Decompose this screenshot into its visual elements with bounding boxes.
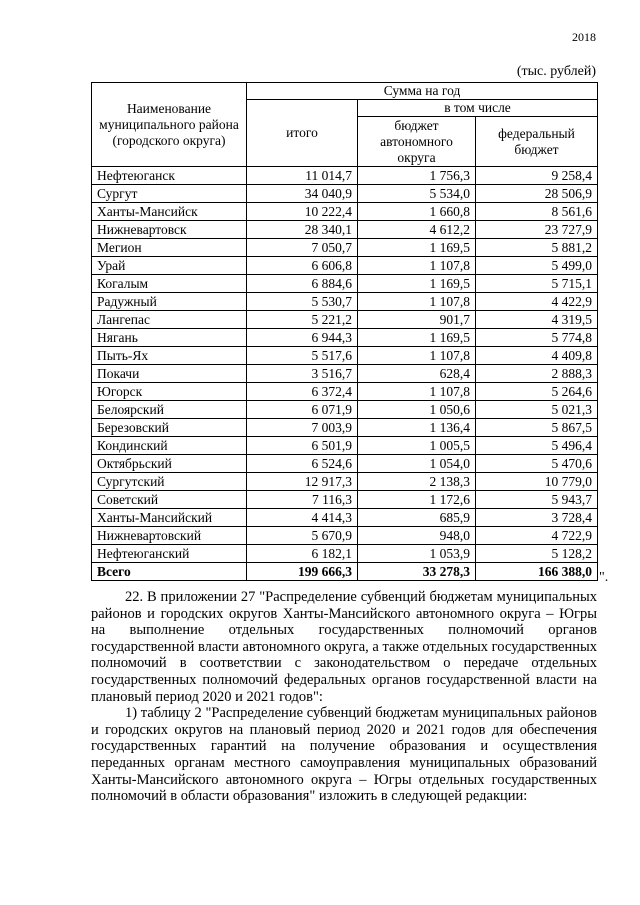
- table-row: [92, 311, 598, 329]
- body-text: [91, 589, 597, 805]
- paragraph-22: 22. В приложении 27 "Распределение субвенций бюджетам муниципальных районов и городских округов Ханты-Мансийского автономного округа – Югры на выполнение отдельных государственных полномочий органов государственной власти автономного округа, а также отдельных государственных полномочий в соответствии с законодательством о передаче отдельных государственных полномочий федеральных органов государственной власти на плановый период 2020 и 2021 годов":: [91, 589, 597, 705]
- federal-budget-value: 5 774,8: [476, 329, 598, 347]
- table-row: [92, 419, 598, 437]
- district-name: Нягань: [92, 329, 247, 347]
- ao-budget-value: 948,0: [358, 527, 476, 545]
- table-row: [92, 293, 598, 311]
- ao-budget-value: 1 107,8: [358, 383, 476, 401]
- table-row: [92, 185, 598, 203]
- total-value: 28 340,1: [247, 221, 358, 239]
- federal-budget-value: 10 779,0: [476, 473, 598, 491]
- federal-budget-value: 5 499,0: [476, 257, 598, 275]
- district-name: Октябрьский: [92, 455, 247, 473]
- district-name: Радужный: [92, 293, 247, 311]
- federal-budget-value: 5 470,6: [476, 455, 598, 473]
- table-body: [92, 167, 598, 581]
- total-value: 10 222,4: [247, 203, 358, 221]
- total-value: 6 501,9: [247, 437, 358, 455]
- ao-budget-value: 5 534,0: [358, 185, 476, 203]
- header-total: итого: [247, 100, 358, 167]
- table-row: [92, 275, 598, 293]
- ao-budget-value: 1 169,5: [358, 239, 476, 257]
- district-name: Нижневартовск: [92, 221, 247, 239]
- district-name: Ханты-Мансийский: [92, 509, 247, 527]
- ao-budget-value: 1 136,4: [358, 419, 476, 437]
- federal-budget-value: 5 867,5: [476, 419, 598, 437]
- district-name: Нефтеюганск: [92, 167, 247, 185]
- table-row: [92, 545, 598, 563]
- federal-budget-value: 5 943,7: [476, 491, 598, 509]
- total-value: 12 917,3: [247, 473, 358, 491]
- ao-budget-value: 4 612,2: [358, 221, 476, 239]
- table-row: [92, 473, 598, 491]
- total-value: 5 517,6: [247, 347, 358, 365]
- district-name: Кондинский: [92, 437, 247, 455]
- district-name: Покачи: [92, 365, 247, 383]
- total-value: 3 516,7: [247, 365, 358, 383]
- ao-budget-value: 1 107,8: [358, 257, 476, 275]
- total-value: 11 014,7: [247, 167, 358, 185]
- ao-budget-value: 1 005,5: [358, 437, 476, 455]
- ao-budget-value: 2 138,3: [358, 473, 476, 491]
- header-sum-group: Сумма на год: [247, 83, 598, 100]
- federal-budget-value: 5 715,1: [476, 275, 598, 293]
- district-name: Всего: [92, 563, 247, 581]
- table-row: [92, 347, 598, 365]
- total-value: 6 071,9: [247, 401, 358, 419]
- table-row: [92, 257, 598, 275]
- ao-budget-value: 1 107,8: [358, 293, 476, 311]
- federal-budget-value: 5 128,2: [476, 545, 598, 563]
- page-number: 2018: [572, 30, 596, 44]
- total-value: 5 221,2: [247, 311, 358, 329]
- header-including: в том числе: [358, 100, 598, 117]
- federal-budget-value: 2 888,3: [476, 365, 598, 383]
- district-name: Урай: [92, 257, 247, 275]
- table-row: [92, 455, 598, 473]
- federal-budget-value: 5 264,6: [476, 383, 598, 401]
- ao-budget-value: 1 054,0: [358, 455, 476, 473]
- district-name: Сургут: [92, 185, 247, 203]
- ao-budget-value: 628,4: [358, 365, 476, 383]
- table-row: [92, 221, 598, 239]
- federal-budget-value: 166 388,0: [476, 563, 598, 581]
- ao-budget-value: 1 660,8: [358, 203, 476, 221]
- paragraph-22-1: 1) таблицу 2 "Распределение субвенций бюджетам муниципальных районов и городских округов на плановый период 2020 и 2021 годов для обеспечения государственных гарантий на получение образования и осуществления переданных органам местного самоуправления муниципальных образований Ханты-Мансийского автономного округа – Югры отдельных государственных полномочий в области образования" изложить в следующей редакции:: [91, 705, 597, 805]
- ao-budget-value: 33 278,3: [358, 563, 476, 581]
- total-value: 6 372,4: [247, 383, 358, 401]
- total-value: 34 040,9: [247, 185, 358, 203]
- federal-budget-value: 9 258,4: [476, 167, 598, 185]
- federal-budget-value: 4 422,9: [476, 293, 598, 311]
- federal-budget-value: 4 722,9: [476, 527, 598, 545]
- ao-budget-value: 1 053,9: [358, 545, 476, 563]
- federal-budget-value: 5 496,4: [476, 437, 598, 455]
- table-row: [92, 509, 598, 527]
- ao-budget-value: 1 050,6: [358, 401, 476, 419]
- units-label: (тыс. рублей): [516, 64, 596, 79]
- total-value: 6 182,1: [247, 545, 358, 563]
- table-row: [92, 491, 598, 509]
- total-value: 6 524,6: [247, 455, 358, 473]
- district-name: Сургутский: [92, 473, 247, 491]
- table-row: [92, 437, 598, 455]
- total-value: 7 050,7: [247, 239, 358, 257]
- total-value: 5 530,7: [247, 293, 358, 311]
- table-row: [92, 365, 598, 383]
- federal-budget-value: 8 561,6: [476, 203, 598, 221]
- ao-budget-value: 685,9: [358, 509, 476, 527]
- federal-budget-value: 5 881,2: [476, 239, 598, 257]
- header-federal-budget: федеральный бюджет: [476, 117, 598, 167]
- district-name: Пыть-Ях: [92, 347, 247, 365]
- federal-budget-value: 4 409,8: [476, 347, 598, 365]
- ao-budget-value: 1 756,3: [358, 167, 476, 185]
- total-value: 6 884,6: [247, 275, 358, 293]
- total-value: 7 003,9: [247, 419, 358, 437]
- ao-budget-value: 1 107,8: [358, 347, 476, 365]
- table-row: [92, 203, 598, 221]
- total-value: 199 666,3: [247, 563, 358, 581]
- ao-budget-value: 1 169,5: [358, 329, 476, 347]
- ao-budget-value: 1 169,5: [358, 275, 476, 293]
- total-value: 4 414,3: [247, 509, 358, 527]
- federal-budget-value: 28 506,9: [476, 185, 598, 203]
- federal-budget-value: 4 319,5: [476, 311, 598, 329]
- table-row: [92, 239, 598, 257]
- ao-budget-value: 1 172,6: [358, 491, 476, 509]
- federal-budget-value: 3 728,4: [476, 509, 598, 527]
- table-row: [92, 383, 598, 401]
- district-name: Ханты-Мансийск: [92, 203, 247, 221]
- district-name: Березовский: [92, 419, 247, 437]
- closing-quote: ".: [599, 570, 609, 585]
- header-name: Наименование муниципального района (городского округа): [92, 83, 247, 167]
- district-name: Югорск: [92, 383, 247, 401]
- federal-budget-value: 23 727,9: [476, 221, 598, 239]
- ao-budget-value: 901,7: [358, 311, 476, 329]
- district-name: Нижневартовский: [92, 527, 247, 545]
- table-row: [92, 401, 598, 419]
- subventions-table: [91, 82, 598, 581]
- table-row: [92, 167, 598, 185]
- district-name: Нефтеюганский: [92, 545, 247, 563]
- table-row: [92, 527, 598, 545]
- total-value: 5 670,9: [247, 527, 358, 545]
- header-ao-budget: бюджет автономного округа: [358, 117, 476, 167]
- total-value: 7 116,3: [247, 491, 358, 509]
- table-total-row: [92, 563, 598, 581]
- total-value: 6 944,3: [247, 329, 358, 347]
- table-row: [92, 329, 598, 347]
- federal-budget-value: 5 021,3: [476, 401, 598, 419]
- total-value: 6 606,8: [247, 257, 358, 275]
- district-name: Лангепас: [92, 311, 247, 329]
- district-name: Белоярский: [92, 401, 247, 419]
- district-name: Мегион: [92, 239, 247, 257]
- district-name: Советский: [92, 491, 247, 509]
- district-name: Когалым: [92, 275, 247, 293]
